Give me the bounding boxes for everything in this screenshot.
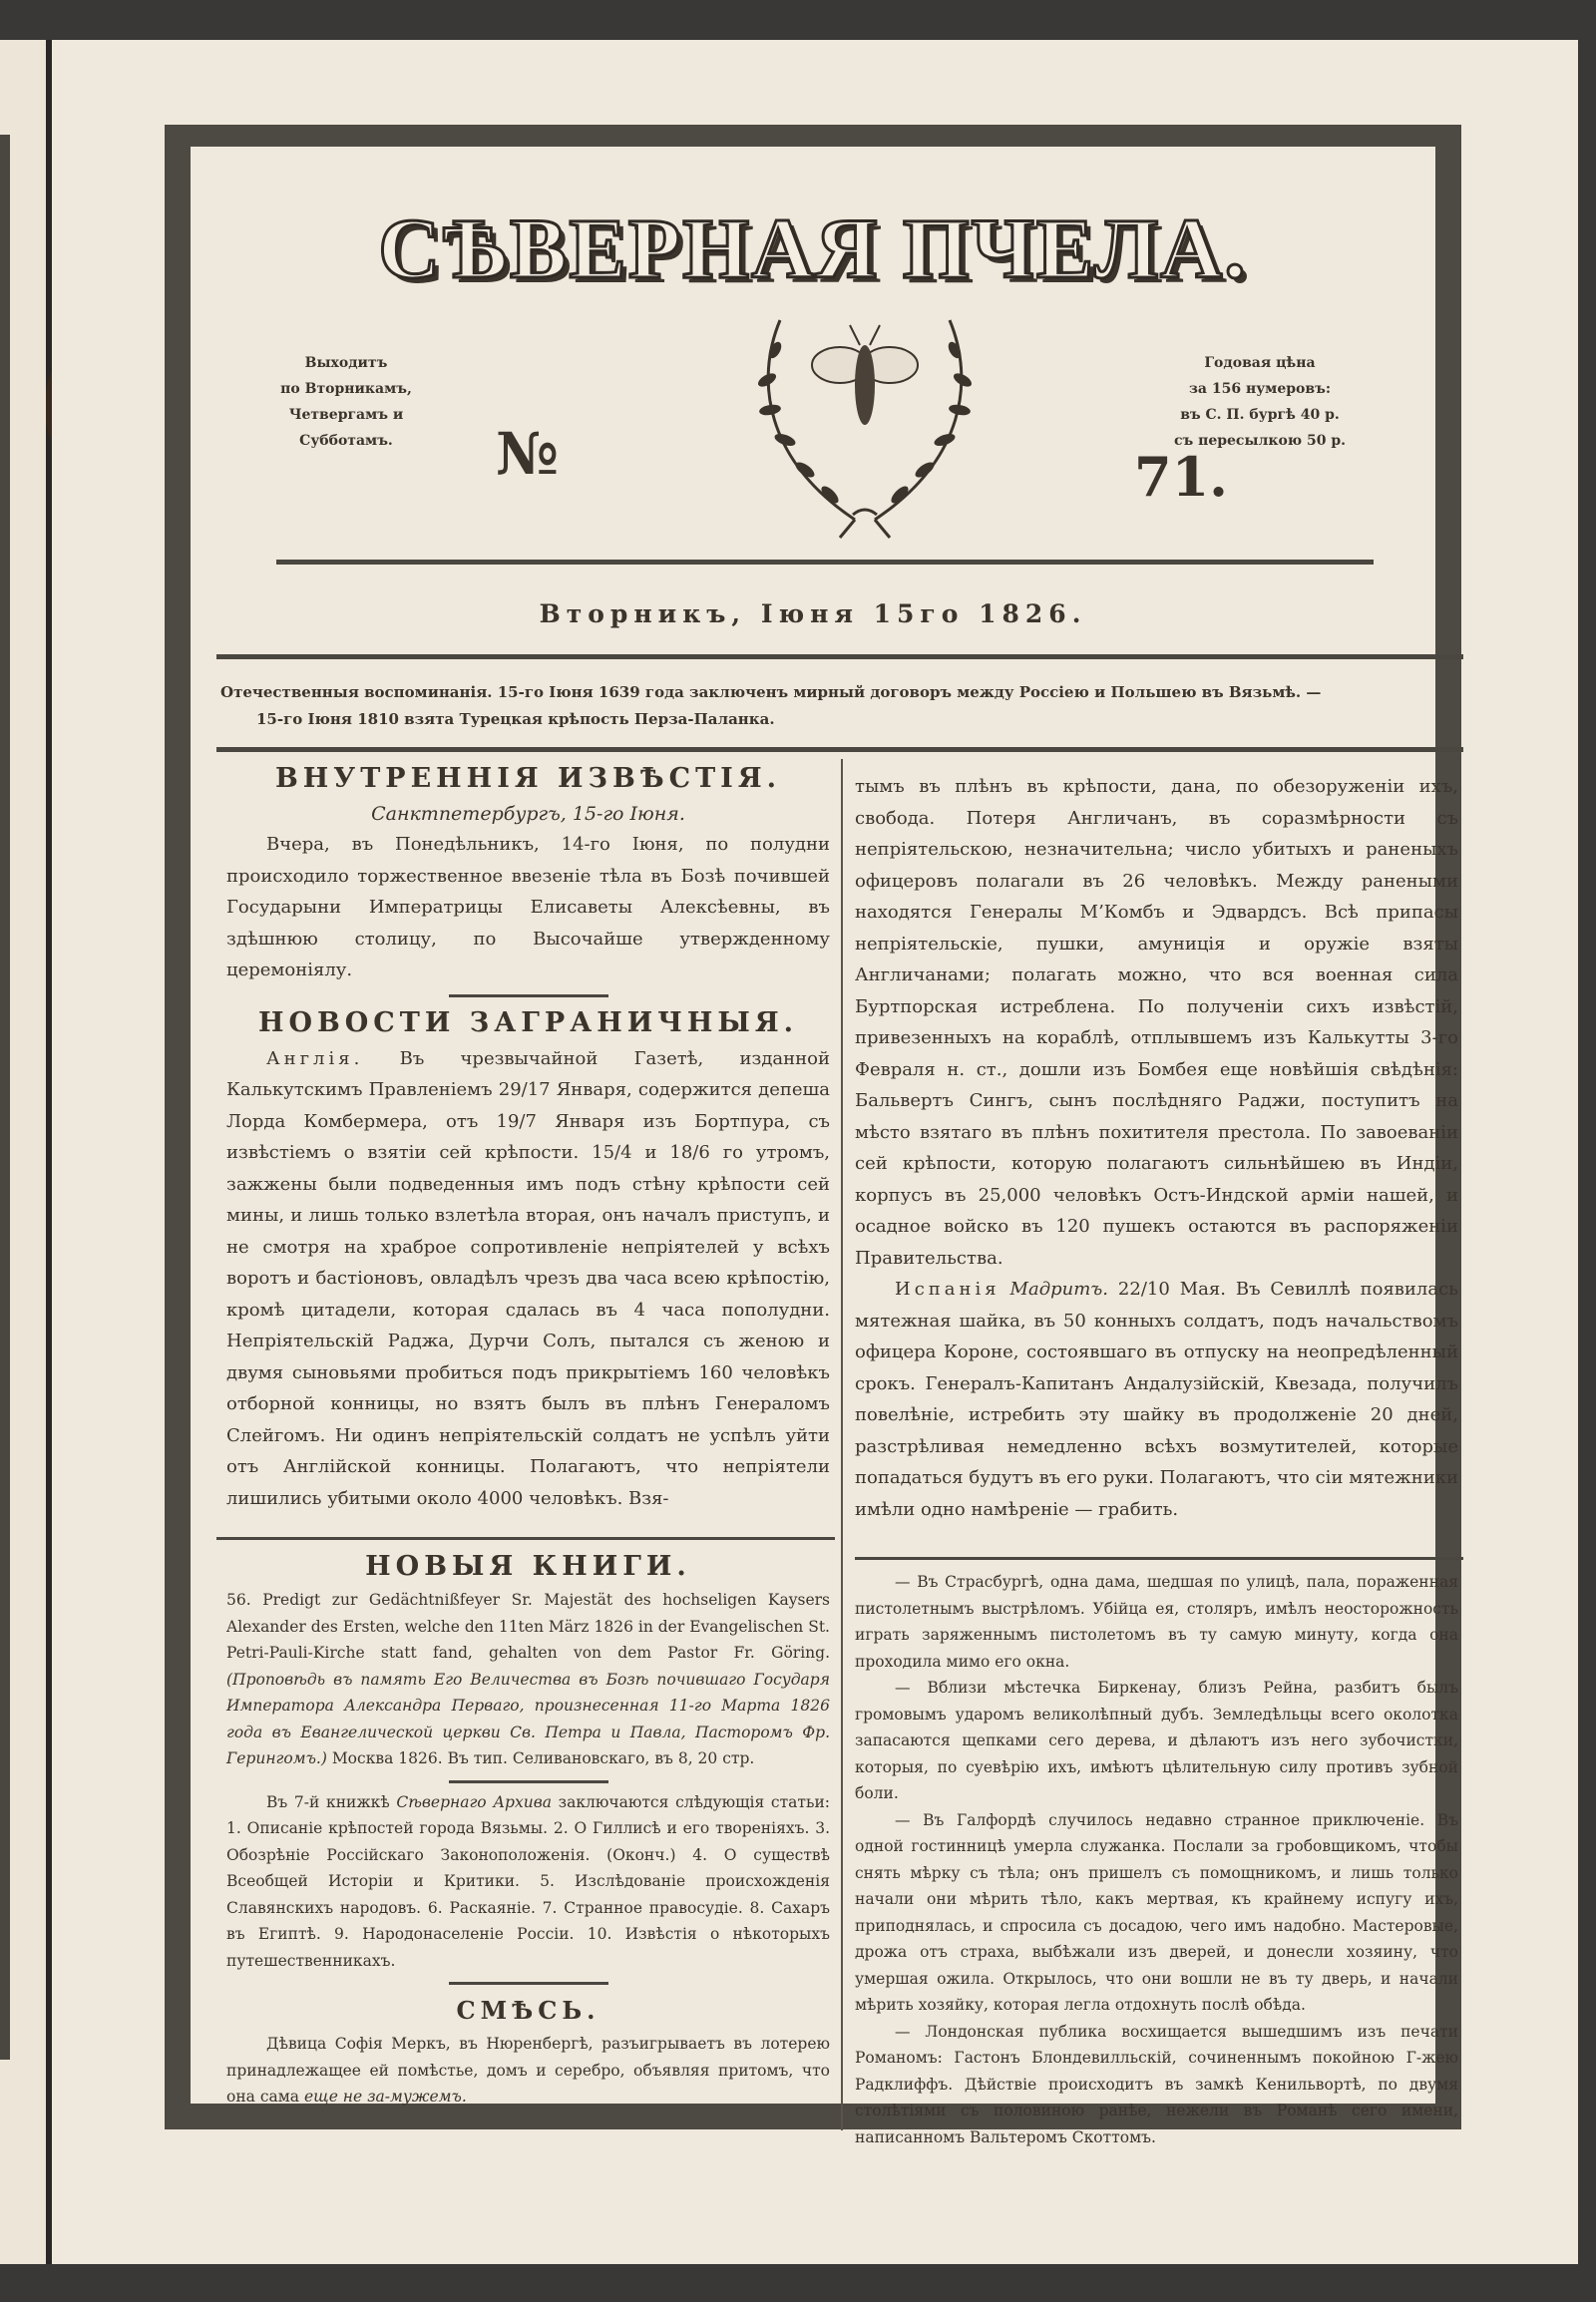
dateline-petersburg: Санктпетербургъ, 15-го Іюня. — [371, 803, 685, 825]
archive-contents — [226, 1789, 830, 1975]
section-rule — [216, 1537, 835, 1540]
subscription-price — [1150, 350, 1370, 454]
issue-number-label: № — [496, 420, 560, 488]
book-imprint: Москва 1826. Въ тип. Селивановскаго, въ 8, 20 стр. — [331, 1749, 755, 1767]
article-england-continued: тымъ въ плѣнъ въ крѣпости, дана, по обезоруженіи ихъ, свобода. Потеря Англичанъ, въ соразмѣрности съ непріятельскою, незначительна; число убитыхъ и раненыхъ офицеровъ полагали въ 26 человѣкъ. Между ранеными находятся Генералы М’Комбъ и Эдвардсъ. Всѣ припасы непріятельскіе, пушки, амуниція и оружіе взяты Англичанами; полагать можно, что вся военная сила Буртпорская истреблена. По полученіи сихъ извѣстій, привезенныхъ на кораблѣ, отплывшемъ изъ Калькутты 3-го Февраля н. ст., дошли изъ Бомбея еще новѣйшія свѣдѣнія: Бальвертъ Сингъ, сынъ послѣдняго Раджи, поступитъ на мѣсто взятаго въ плѣнъ похитителя престола. По завоеваніи сей крѣпости, которую полагаютъ сильнѣйшею въ Индіи, корпусъ въ 25,000 человѣкъ Остъ-Индской арміи нашей, и осадное войско въ 120 пушекъ остаются въ распоряженіи Правительства. — [855, 776, 1458, 1269]
misc-italic: еще не за-мужемъ. — [304, 2088, 467, 2106]
bee-in-laurel-wreath-icon — [735, 310, 995, 540]
section-heading-foreign: НОВОСТИ ЗАГРАНИЧНЫЯ. — [257, 1006, 799, 1038]
city-label: Мадритъ. — [1009, 1279, 1109, 1300]
section-rule — [449, 1780, 608, 1783]
schedule-line: Четвергамъ и — [288, 407, 404, 423]
section-rule — [855, 1557, 1463, 1560]
misc-item-merk — [226, 2031, 830, 2110]
adjacent-page-edge — [0, 40, 48, 2264]
country-label: Англія. — [266, 1047, 364, 1069]
adjacent-page-frame — [0, 135, 10, 2060]
section-heading-books: НОВЫЯ КНИГИ. — [365, 1551, 691, 1582]
left-column — [226, 759, 830, 1514]
page-frame-border — [165, 125, 1461, 2146]
publication-schedule — [246, 350, 446, 454]
section-rule — [449, 1982, 608, 1985]
schedule-line: Субботамъ. — [299, 433, 393, 449]
article-domestic: Вчера, въ Понедѣльникъ, 14-го Іюня, по полудни происходило торжественное ввезеніе тѣла въ Бозѣ почившей Государыни Императрицы Елисаветы Алексѣевны, въ здѣшнюю столицу, по Высочайше утвержденному церемоніялу. — [226, 834, 830, 980]
archive-list: заключаются слѣдующія статьи: 1. Описаніе крѣпостей города Вязьмы. 2. О Гиллисѣ и его твореніяхъ. 3. Обозрѣніе Россійскаго Законоположенія. (Оконч.) 4. О существѣ Всеобщей Исторіи и Критики. 5. Изслѣдованіе происхожденія Славянскихъ народовъ. 6. Раскаяніе. 7. Странное правосудіе. 8. Сахаръ въ Египтѣ. 9. Народонаселеніе Россіи. 10. Извѣстія о нѣкоторыхъ путешественникахъ. — [226, 1792, 830, 1970]
archive-intro: Въ 7-й книжкѣ — [266, 1792, 390, 1811]
book-title-russian: (Проповѣдь въ память Его Величества въ Бозѣ почившаго Государя Императора Александра Перваго, произнесенная 11-го Марта 1826 года въ Евангелической церкви Св. Петра и Павла, Пасторомъ Фр. Герингомъ.) — [226, 1670, 830, 1767]
article-text: 22/10 Мая. Въ Севиллѣ появилась мятежная шайка, въ 50 конныхъ солдатъ, подъ начальствомъ офицера Короне, состоявшаго въ отпуску на неопредѣленный срокъ. Генералъ-Капитанъ Андалузійскій, Квезада, получилъ повелѣніе, истребить эту шайку въ продолженіе 20 дней, разстрѣливая немедленно всѣхъ возмутителей, которые попадаться будутъ въ его руки. Полагаютъ, что сіи мятежники имѣли одно намѣреніе — грабить. — [855, 1279, 1458, 1520]
issue-date: Вторникъ, Іюня 15го 1826. — [539, 599, 1087, 628]
archive-title: Сѣвернаго Архива — [396, 1792, 552, 1811]
price-line: въ С. П. бургѣ 40 р. — [1180, 407, 1340, 423]
book-title-german: Predigt zur Gedächtnißfeyer Sr. Majestät des hochseligen Kaysers Alexander des Ersten, welche den 11ten März 1826 in der Evangelischen St. Petri-Pauli-Kirche statt fand, gehalten von dem Pastor Fr. Göring. — [226, 1591, 830, 1662]
price-line: Годовая цѣна — [1204, 355, 1316, 371]
date-rule — [216, 654, 1463, 659]
book-entry — [226, 1587, 830, 1772]
right-column — [855, 771, 1458, 1525]
article-england — [226, 1043, 830, 1515]
misc-item-galford: — Въ Галфордѣ случилось недавно странное приключеніе. Въ одной гостинницѣ умерла служанка. Послали за гробовщикомъ, чтобы снять мѣрку съ тѣла; онъ пришелъ съ помощникомъ, и лишь только начали они мѣрить тѣло, какъ мертвая, къ крайнему испугу ихъ, приподнялась, и спросила съ досадою, чего имъ надобно. Мастеровые, дрожа отъ страха, выбѣжали изъ дверей, и донесли хозяину, что умершая ожила. Открылось, что они вошли не въ ту дверь, и начали мѣрить хозяйку, которая легла отдохнуть послѣ обѣда. — [855, 1810, 1458, 2014]
section-heading-domestic: ВНУТРЕННІЯ ИЗВѢСТІЯ. — [274, 763, 782, 794]
entry-number: 56. — [226, 1591, 251, 1609]
section-rule — [449, 994, 608, 997]
memorial-line: 15-го Іюня 1810 взята Турецкая крѣпость Перза-Паланка. — [256, 710, 775, 728]
country-label: Испанія — [895, 1279, 1000, 1300]
issue-number: 71. — [1134, 445, 1228, 509]
article-spain — [855, 1274, 1458, 1525]
national-memories — [216, 679, 1409, 733]
miscellany-right — [855, 1569, 1458, 2150]
new-books-section — [226, 1547, 830, 2110]
memorial-rule — [216, 747, 1463, 752]
misc-text: Дѣвица Софія Меркъ, въ Нюренбергѣ, разъигрываетъ въ лотерею принадлежащее ей помѣстье, домъ и серебро, объявляя притомъ, что она сама — [226, 2035, 830, 2106]
newspaper-title: СѢВЕРНАЯ ПЧЕЛА. — [378, 200, 1248, 296]
price-line: за 156 нумеровъ: — [1188, 381, 1332, 397]
schedule-line: Выходитъ — [304, 355, 388, 371]
memorial-label: Отечественныя воспоминанія. — [220, 683, 493, 701]
masthead-rule — [276, 560, 1374, 565]
column-divider — [841, 759, 843, 2130]
misc-item-strasbourg: — Въ Страсбургѣ, одна дама, шедшая по улицѣ, пала, пораженная пистолетнымъ выстрѣломъ. Убійца ея, столяръ, имѣлъ неосторожность играть заряженнымъ пистолетомъ въ ту самую минуту, когда она проходила мимо его окна. — [855, 1573, 1458, 1671]
schedule-line: по Вторникамъ, — [280, 381, 412, 397]
price-line: съ пересылкою 50 р. — [1173, 433, 1347, 449]
section-heading-miscellany: СМѢСЬ. — [456, 1996, 600, 2025]
misc-item-london: — Лондонская публика восхищается вышедшимъ изъ печати Романомъ: Гастонъ Блондевилльскій, сочиненнымъ покойною Г-жею Радклиффъ. Дѣйствіе происходитъ въ замкѣ Кенильвортѣ, по двумя столѣтіями съ половиною ранѣе, нежели въ Романѣ сего имени, написанномъ Вальтеромъ Скоттомъ. — [855, 2022, 1458, 2146]
article-text: Въ чрезвычайной Газетѣ, изданной Калькутскимъ Правленіемъ 29/17 Января, содержится депеша Лорда Комбермера, отъ 19/7 Января изъ Бортпура, съ извѣстіемъ о взятіи сей крѣпости. 15/4 и 18/6 го утромъ, зажжены были подведенныя имъ подъ стѣну крѣпости сей мины, и лишь только взлетѣла вторая, онъ началъ приступъ, и не смотря на храброе сопротивленіе непріятелей у всѣхъ воротъ и бастіоновъ, овладѣлъ чрезъ два часа всею крѣпостію, кромѣ цитадели, которая сдалась въ 4 часа пополудни. Непріятельскій Раджа, Дурчи Солъ, пытался съ женою и двумя сыновьями пробиться подъ прикрытіемъ 160 человѣкъ отборной конницы, но взятъ былъ въ плѣнъ Генераломъ Слейгомъ. Ни одинъ непріятельскій солдатъ не успѣлъ уйти отъ Англійской конницы. Полагаютъ, что непріятели лишились убитыми около 4000 человѣкъ. Взя- — [226, 1047, 830, 1509]
misc-item-birkenau: — Вблизи мѣстечка Биркенау, близъ Рейна, разбитъ былъ громовымъ ударомъ великолѣпный дубъ. Земледѣльцы всего околотка запасаются щепками сего дерева, и дѣлаютъ изъ него зубочистки, которыя, по суевѣрію ихъ, имѣютъ цѣлительную силу противъ зубной боли. — [855, 1679, 1458, 1802]
page-content — [216, 161, 1458, 2146]
memorial-line: 15-го Іюня 1639 года заключенъ мирный договоръ между Россіею и Польшею въ Вязьмѣ. — — [497, 683, 1322, 701]
